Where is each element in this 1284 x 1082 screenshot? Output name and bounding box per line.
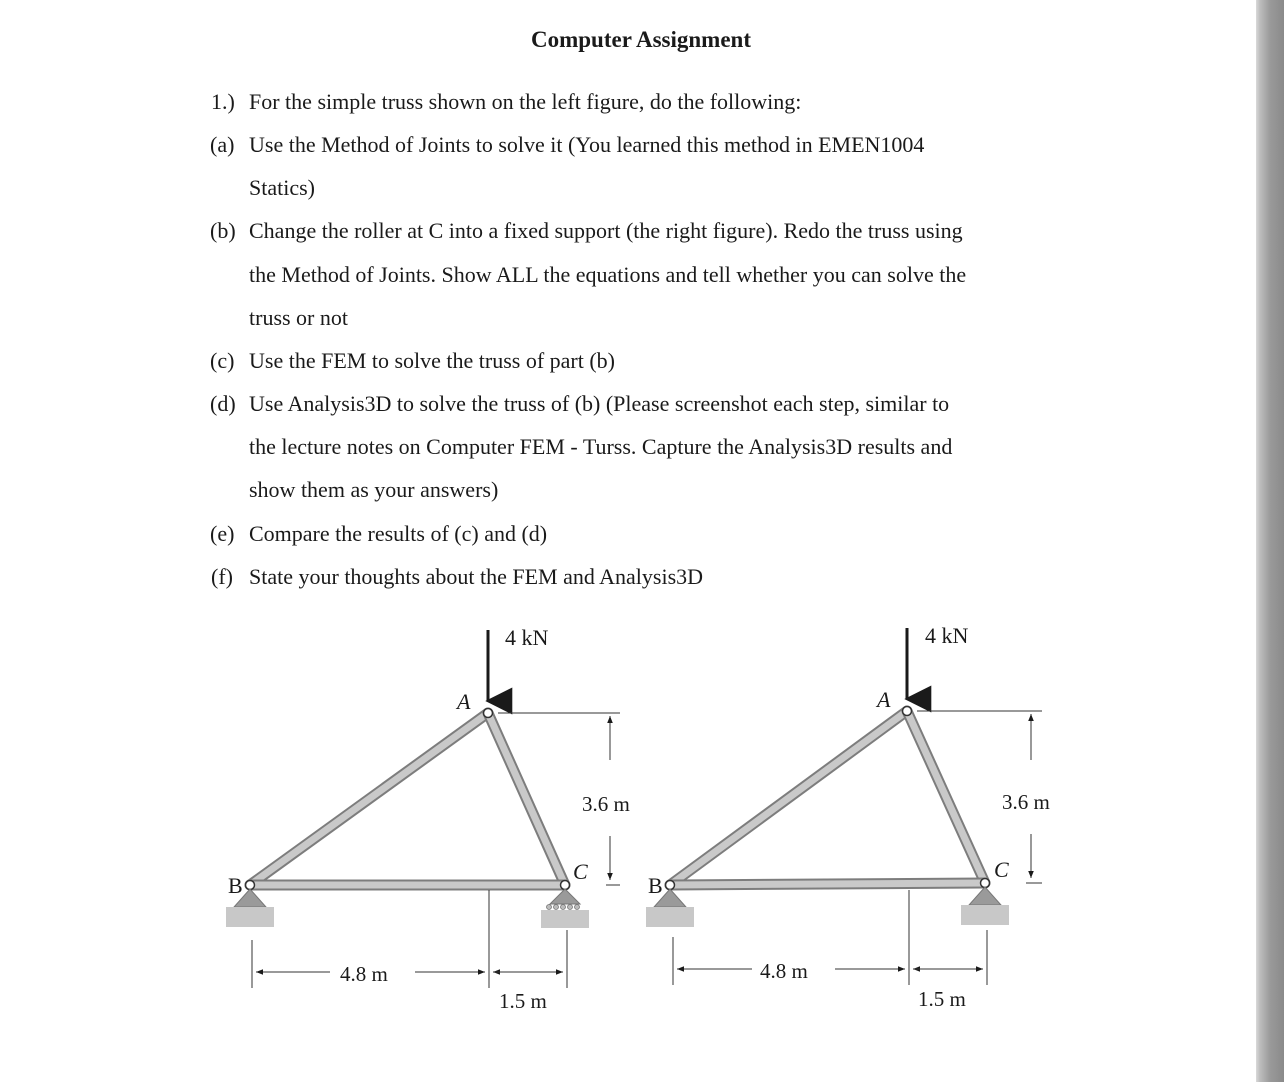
height-label: 3.6 m (582, 792, 630, 816)
joint-c (981, 879, 990, 888)
line-d-cont-2: show them as your answers) (249, 477, 499, 502)
left-truss (226, 625, 630, 1013)
joint-a (903, 707, 912, 716)
node-label-b: B (648, 873, 663, 898)
roller-support-c (541, 889, 589, 928)
left-truss-members (250, 713, 565, 885)
line-d-text: Use Analysis3D to solve the truss of (b) (Please screenshot each step, similar to (249, 391, 950, 416)
line-a-text: Use the Method of Joints to solve it (You learned this method in EMEN1004 (249, 132, 925, 157)
load-label: 4 kN (925, 623, 969, 648)
line-1-text: For the simple truss shown on the left figure, do the following: (249, 89, 802, 114)
fixed-support-c (961, 887, 1009, 925)
line-b-cont-1: the Method of Joints. Show ALL the equations and tell whether you can solve the (249, 262, 967, 287)
line-b-label: (b) (210, 218, 236, 243)
right-truss (646, 623, 1050, 1011)
line-e-text: Compare the results of (c) and (d) (249, 521, 548, 546)
height-label: 3.6 m (1002, 790, 1050, 814)
joint-b (666, 881, 675, 890)
load-label: 4 kN (505, 625, 549, 650)
page-edge-shadow (1256, 0, 1284, 1082)
node-label-b: B (228, 873, 243, 898)
line-e-label: (e) (210, 521, 235, 546)
line-f-text: State your thoughts about the FEM and Analysis3D (249, 564, 704, 589)
node-label-a: A (457, 689, 471, 714)
line-f-label: (f) (211, 564, 233, 589)
line-c-label: (c) (210, 348, 235, 373)
right-truss-members (670, 711, 985, 885)
node-label-c: C (994, 857, 1009, 882)
span-offset-label: 1.5 m (918, 987, 966, 1011)
joint-c (561, 881, 570, 890)
span-dimensions (252, 890, 567, 988)
span-bc-label: 4.8 m (340, 962, 388, 986)
span-bc-label: 4.8 m (760, 959, 808, 983)
truss-figures (0, 600, 1256, 1040)
span-offset-label: 1.5 m (499, 989, 547, 1013)
line-b-cont-2: truss or not (249, 305, 348, 330)
line-a-label: (a) (210, 132, 235, 157)
line-d-cont-1: the lecture notes on Computer FEM - Turss. Capture the Analysis3D results and (249, 434, 953, 459)
line-c-text: Use the FEM to solve the truss of part (b) (249, 348, 615, 373)
line-d-label: (d) (210, 391, 236, 416)
joint-a (484, 709, 493, 718)
span-dimensions (673, 890, 987, 985)
joint-b (246, 881, 255, 890)
node-label-a: A (877, 687, 891, 712)
page-title: Computer Assignment (530, 27, 751, 52)
line-a-cont: Statics) (249, 175, 315, 200)
node-label-c: C (573, 859, 588, 884)
line-1-label: 1.) (211, 89, 235, 114)
line-b-text: Change the roller at C into a fixed support (the right figure). Redo the truss using (249, 218, 963, 243)
